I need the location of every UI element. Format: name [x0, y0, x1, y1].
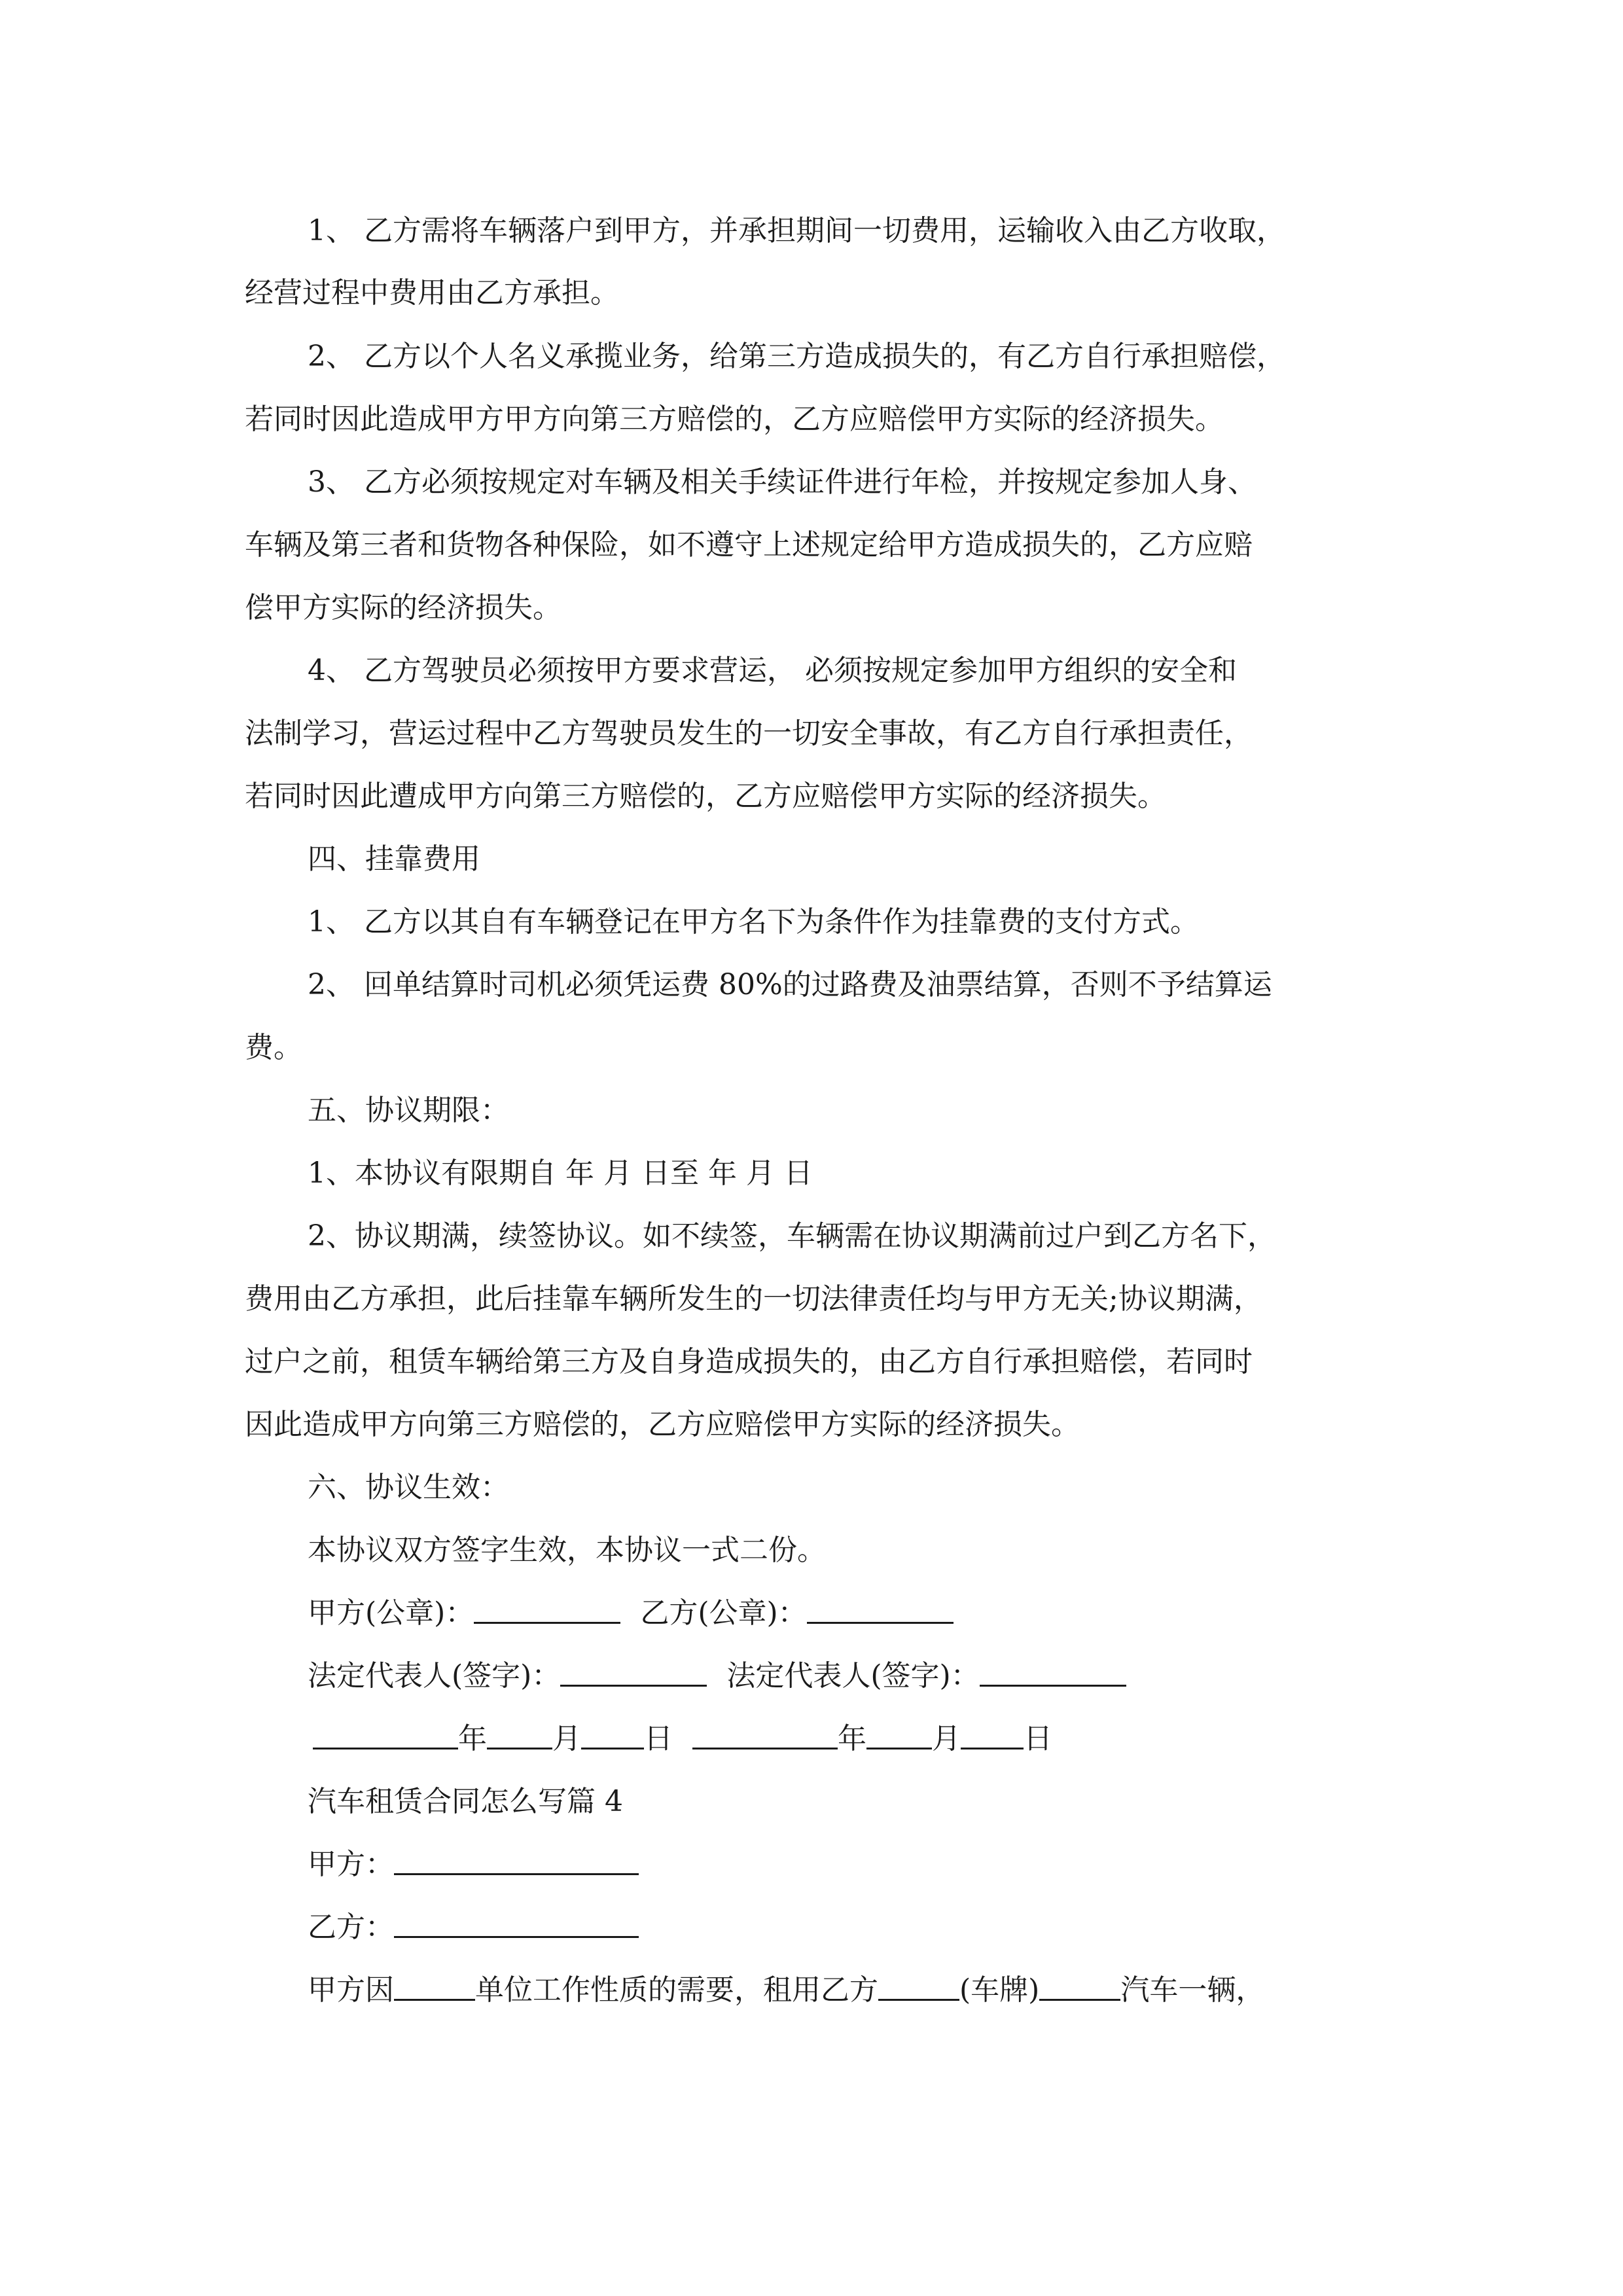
clause-3-line-2: 车辆及第三者和货物各种保险，如不遵守上述规定给甲方造成损失的，乙方应赔	[245, 528, 1253, 562]
clause-4-line-3: 若同时因此遭成甲方向第三方赔偿的，乙方应赔偿甲方实际的经济损失。	[245, 780, 1166, 813]
clause-1-line-1: 1、 乙方需将车辆落户到甲方，并承担期间一切费用，运输收入由乙方收取，	[308, 214, 1285, 247]
month-a-label: 月	[552, 1722, 581, 1755]
day-b-label: 日	[1024, 1722, 1052, 1755]
clause-2-line-1: 2、 乙方以个人名义承揽业务，给第三方造成损失的，有乙方自行承担赔偿，	[308, 340, 1285, 373]
party-b-seal-label: 乙方(公章)：	[640, 1596, 807, 1630]
section-4-heading: 四、挂靠费用	[308, 842, 480, 876]
next-party-a-line	[308, 1845, 639, 1884]
legal-rep-b-label: 法定代表人(签字)：	[726, 1659, 980, 1693]
clause-4-line-2: 法制学习，营运过程中乙方驾驶员发生的一切安全事故，有乙方自行承担责任，	[245, 717, 1253, 750]
next-body-part-1: 甲方因	[308, 1973, 394, 2007]
section-4-clause-2-line-1: 2、 回单结算时司机必须凭运费 80%的过路费及油票结算，否则不予结算运	[308, 968, 1272, 1001]
year-b-label: 年	[838, 1722, 866, 1755]
month-b-blank	[866, 1721, 932, 1749]
next-party-a-label: 甲方：	[308, 1848, 394, 1881]
day-a-blank	[581, 1721, 644, 1749]
day-b-blank	[961, 1721, 1024, 1749]
day-a-label: 日	[644, 1722, 673, 1755]
next-body-part-4: 汽车一辆，	[1120, 1973, 1265, 2007]
next-section-title: 汽车租赁合同怎么写篇 4	[308, 1785, 623, 1818]
month-b-label: 月	[932, 1722, 961, 1755]
section-4-clause-2-line-2: 费。	[245, 1031, 302, 1064]
month-a-blank	[487, 1721, 552, 1749]
unit-blank	[394, 1973, 475, 2001]
clause-4-line-1: 4、 乙方驾驶员必须按甲方要求营运， 必须按规定参加甲方组织的安全和	[308, 654, 1237, 687]
plate-blank	[878, 1973, 959, 2001]
clause-3-line-3: 偿甲方实际的经济损失。	[245, 591, 562, 624]
clause-1-line-2: 经营过程中费用由乙方承担。	[245, 276, 619, 310]
legal-rep-b-blank	[980, 1659, 1126, 1687]
party-b-seal-blank	[807, 1596, 954, 1624]
section-5-clause-2-line-1: 2、协议期满，续签协议。如不续签，车辆需在协议期满前过户到乙方名下，	[308, 1219, 1276, 1253]
party-a-seal-blank	[474, 1596, 620, 1624]
legal-rep-a-blank	[560, 1659, 707, 1687]
model-blank	[1039, 1973, 1120, 2001]
year-a-blank	[313, 1721, 458, 1749]
seal-line	[308, 1594, 954, 1633]
next-party-b-blank	[394, 1910, 639, 1938]
clause-3-line-1: 3、 乙方必须按规定对车辆及相关手续证件进行年检，并按规定参加人身、	[308, 465, 1257, 499]
section-5-heading: 五、协议期限：	[308, 1094, 509, 1127]
section-6-heading: 六、协议生效：	[308, 1471, 509, 1504]
section-5-clause-1: 1、本协议有限期自 年 月 日至 年 月 日	[308, 1157, 813, 1190]
clause-2-line-2: 若同时因此造成甲方甲方向第三方赔偿的，乙方应赔偿甲方实际的经济损失。	[245, 403, 1224, 436]
section-5-clause-2-line-2: 费用由乙方承担，此后挂靠车辆所发生的一切法律责任均与甲方无关;协议期满，	[245, 1282, 1262, 1316]
section-6-text: 本协议双方签字生效，本协议一式二份。	[308, 1534, 826, 1567]
next-body-line	[308, 1971, 1264, 2010]
date-line	[313, 1719, 1052, 1759]
section-4-clause-1: 1、 乙方以其自有车辆登记在甲方名下为条件作为挂靠费的支付方式。	[308, 905, 1199, 939]
next-body-part-3: (车牌)	[959, 1973, 1040, 2007]
year-b-blank	[692, 1721, 838, 1749]
year-a-label: 年	[458, 1722, 487, 1755]
party-a-seal-label: 甲方(公章)：	[308, 1596, 474, 1630]
legal-rep-a-label: 法定代表人(签字)：	[308, 1659, 561, 1693]
next-body-part-2: 单位工作性质的需要，租用乙方	[475, 1973, 878, 2007]
section-5-clause-2-line-3: 过户之前，租赁车辆给第三方及自身造成损失的，由乙方自行承担赔偿，若同时	[245, 1345, 1253, 1378]
next-party-a-blank	[394, 1847, 639, 1875]
legal-rep-line	[308, 1657, 1126, 1696]
next-party-b-label: 乙方：	[308, 1910, 394, 1944]
section-5-clause-2-line-4: 因此造成甲方向第三方赔偿的，乙方应赔偿甲方实际的经济损失。	[245, 1408, 1080, 1441]
next-party-b-line	[308, 1908, 639, 1947]
